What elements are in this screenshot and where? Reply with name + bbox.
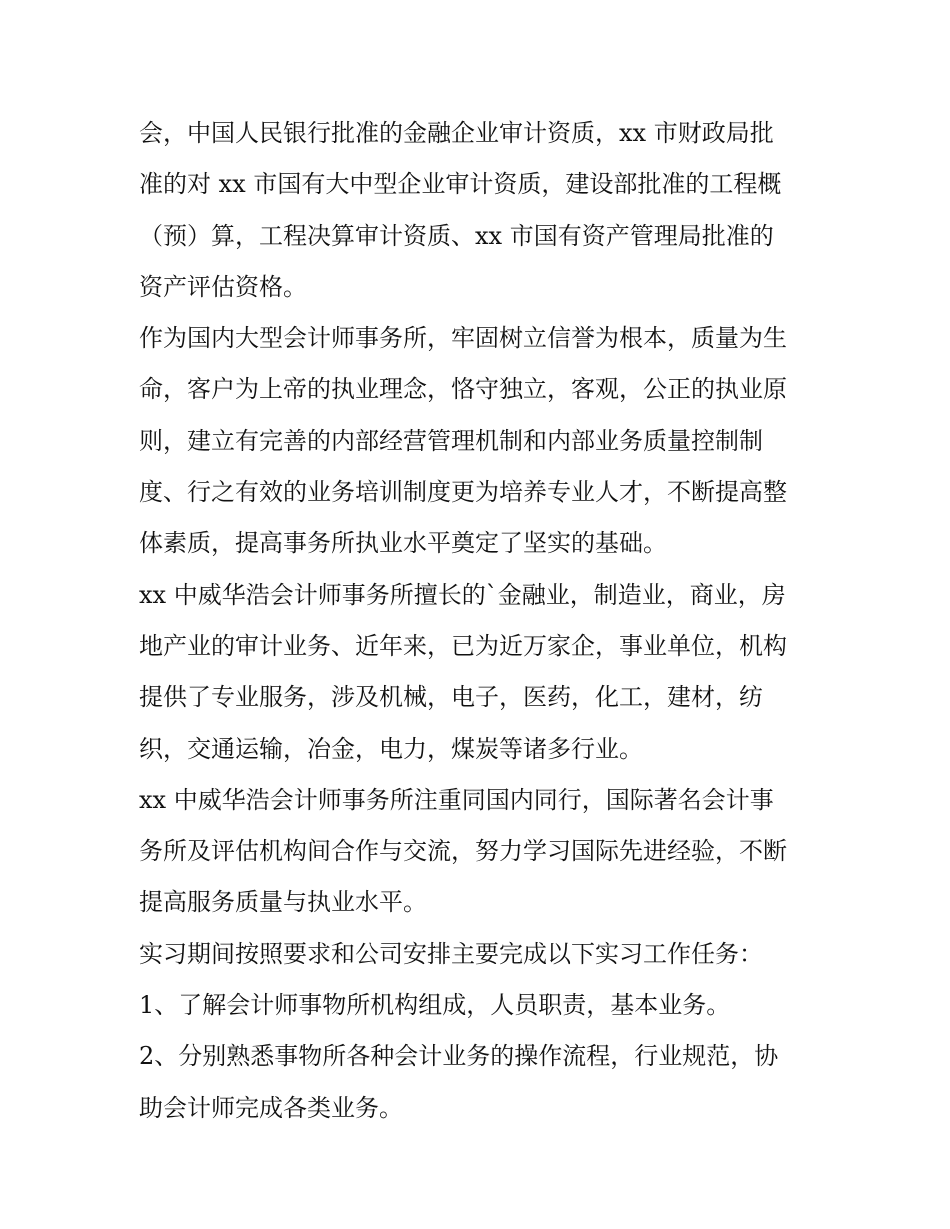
text-line: 务所及评估机构间合作与交流，努力学习国际先进经验，不断 xyxy=(139,837,787,866)
text-line: 地产业的审计业务、近年来，已为近万家企，事业单位，机构 xyxy=(139,631,787,660)
text-line: 资产评估资格。 xyxy=(139,272,307,301)
text-line: 提供了专业服务，涉及机械，电子，医药，化工，建材，纺 xyxy=(139,683,763,712)
text-line: 体素质，提高事务所执业水平奠定了坚实的基础。 xyxy=(139,529,667,558)
text-line: 1、了解会计师事物所机构组成，人员职责，基本业务。 xyxy=(139,991,731,1020)
text-line: 准的对 xx 市国有大中型企业审计资质，建设部批准的工程概 xyxy=(139,170,782,199)
text-line: 度、行之有效的业务培训制度更为培养专业人才，不断提高整 xyxy=(139,478,787,507)
text-line: 织，交通运输，冶金，电力，煤炭等诸多行业。 xyxy=(139,734,643,763)
text-line: xx 中威华浩会计师事务所注重同国内同行，国际著名会计事 xyxy=(139,785,774,814)
text-line: （预）算，工程决算审计资质、xx 市国有资产管理局批准的 xyxy=(139,221,774,250)
text-line: 实习期间按照要求和公司安排主要完成以下实习工作任务： xyxy=(139,939,763,968)
text-line: 命，客户为上帝的执业理念，恪守独立，客观，公正的执业原 xyxy=(139,375,787,404)
text-line: 提高服务质量与执业水平。 xyxy=(139,888,427,917)
document-body xyxy=(139,108,819,1134)
text-line: 作为国内大型会计师事务所，牢固树立信誉为根本，质量为生 xyxy=(139,324,787,353)
text-line: 会，中国人民银行批准的金融企业审计资质，xx 市财政局批 xyxy=(139,119,774,147)
text-line: 则，建立有完善的内部经营管理机制和内部业务质量控制制 xyxy=(139,426,763,455)
text-line: 助会计师完成各类业务。 xyxy=(139,1093,403,1122)
text-line: xx 中威华浩会计师事务所擅长的`金融业，制造业，商业，房 xyxy=(139,580,786,609)
text-line: 2、分别熟悉事物所各种会计业务的操作流程，行业规范，协 xyxy=(139,1042,779,1071)
